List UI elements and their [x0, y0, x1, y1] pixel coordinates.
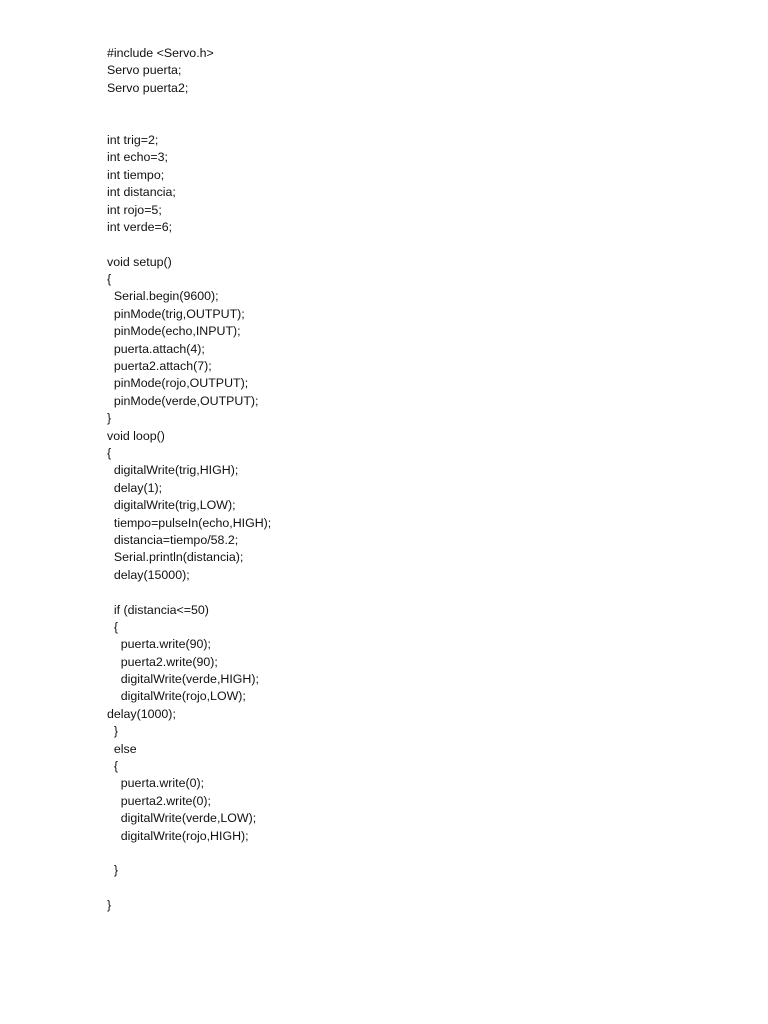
code-line: Servo puerta2;: [107, 80, 189, 95]
code-line: digitalWrite(trig,LOW);: [107, 498, 236, 513]
code-line: pinMode(verde,OUTPUT);: [107, 393, 259, 408]
code-line: digitalWrite(rojo,HIGH);: [107, 828, 249, 843]
code-line: {: [107, 619, 119, 634]
code-line: [107, 880, 271, 897]
code-line: }: [107, 898, 112, 913]
code-line: puerta.write(0);: [107, 776, 205, 791]
code-line: #include <Servo.h>: [107, 46, 214, 60]
code-line: if (distancia<=50): [107, 602, 209, 617]
code-listing: [107, 45, 271, 915]
code-line: [107, 236, 271, 253]
code-line: {: [107, 445, 112, 460]
code-line: puerta.write(90);: [107, 637, 211, 652]
code-line: tiempo=pulseIn(echo,HIGH);: [107, 515, 272, 530]
code-line: delay(15000);: [107, 567, 190, 582]
code-line: delay(1000);: [107, 706, 176, 721]
code-line: [107, 97, 271, 114]
code-line: puerta.attach(4);: [107, 341, 205, 356]
code-line: puerta2.write(0);: [107, 793, 211, 808]
code-line: Serial.println(distancia);: [107, 550, 244, 565]
code-line: delay(1);: [107, 480, 163, 495]
code-line: distancia=tiempo/58.2;: [107, 532, 239, 547]
code-line: digitalWrite(verde,HIGH);: [107, 672, 259, 687]
code-line: else: [107, 741, 137, 756]
code-line: pinMode(echo,INPUT);: [107, 324, 241, 339]
code-line: int echo=3;: [107, 150, 168, 165]
code-line: int rojo=5;: [107, 202, 162, 217]
code-line: digitalWrite(trig,HIGH);: [107, 463, 239, 478]
code-line: }: [107, 411, 112, 426]
code-line: [107, 584, 271, 601]
code-line: {: [107, 272, 112, 287]
code-line: puerta2.attach(7);: [107, 359, 212, 374]
code-line: Serial.begin(9600);: [107, 289, 219, 304]
code-line: digitalWrite(verde,LOW);: [107, 811, 257, 826]
code-line: digitalWrite(rojo,LOW);: [107, 689, 246, 704]
code-line: int distancia;: [107, 185, 176, 200]
code-line: puerta2.write(90);: [107, 654, 218, 669]
code-line: int tiempo;: [107, 167, 165, 182]
code-line: {: [107, 759, 119, 774]
code-line: Servo puerta;: [107, 63, 182, 78]
code-line: void setup(): [107, 254, 172, 269]
code-line: }: [107, 724, 119, 739]
code-line: pinMode(rojo,OUTPUT);: [107, 376, 249, 391]
code-line: pinMode(trig,OUTPUT);: [107, 306, 245, 321]
code-line: }: [107, 863, 119, 878]
code-line: int trig=2;: [107, 132, 159, 147]
code-line: [107, 845, 271, 862]
code-line: int verde=6;: [107, 219, 173, 234]
code-line: void loop(): [107, 428, 165, 443]
code-line: [107, 115, 271, 132]
